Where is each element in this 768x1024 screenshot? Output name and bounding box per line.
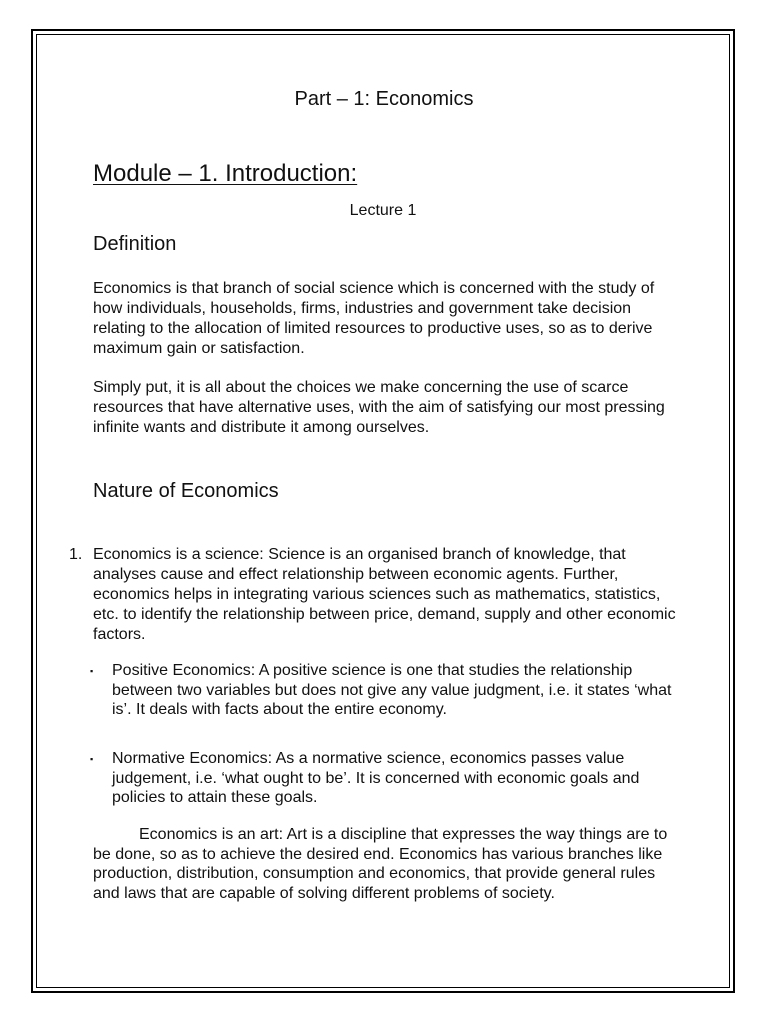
definition-paragraph-2: Simply put, it is all about the choices we make concerning the use of scarce resources that have alternative uses, with the aim of satisfying our most pressing infinite wants and distribute it among ourselves. (93, 379, 665, 436)
definition-heading: Definition (93, 233, 177, 255)
sub-item-positive (112, 661, 682, 720)
list-number-1: 1. (69, 546, 83, 563)
bullet-icon: ▪ (90, 666, 94, 676)
list-item-science (93, 545, 683, 645)
nature-heading: Nature of Economics (93, 480, 279, 502)
item-term: Economics is a science (93, 546, 260, 563)
item-term: Positive Economics (112, 662, 251, 679)
bullet-icon: ▪ (90, 754, 94, 764)
item-term: Normative Economics (112, 750, 268, 767)
definition-paragraph-1: Economics is that branch of social science which is concerned with the study of how individuals, households, firms, industries and government take decision relating to the allocation of limited resources to productive uses, so as to derive maximum gain or satisfaction. (93, 280, 655, 357)
item-text: : Art is a discipline that expresses the way things are to be done, so as to achieve the desired end. Economics has various branches like production, distribution, consumption and economics, that provide general rules and laws that are capable of solving different problems of society. (93, 826, 668, 902)
list-item-art (93, 825, 683, 903)
item-text: : As a normative science, economics passes value judgement, i.e. ‘what ought to be’. It is concerned with economic goals and policies to attain these goals. (112, 750, 640, 806)
item-text: : A positive science is one that studies the relationship between two variables but does not give any value judgment, i.e. it states ‘what is’. It deals with facts about the entire economy. (112, 662, 672, 718)
module-title: Module – 1. Introduction: (93, 160, 358, 187)
item-term: Economics is an art (139, 826, 279, 843)
sub-item-normative (112, 749, 682, 808)
lecture-label: Lecture 1 (349, 202, 417, 219)
item-text: : Science is an organised branch of knowledge, that analyses cause and effect relationship between economic agents. Further, economics helps in integrating various sciences such as mathematics, statistics, etc. to identify the relationship between price, demand, supply and other economic factors. (93, 546, 676, 643)
part-title: Part – 1: Economics (294, 88, 474, 110)
